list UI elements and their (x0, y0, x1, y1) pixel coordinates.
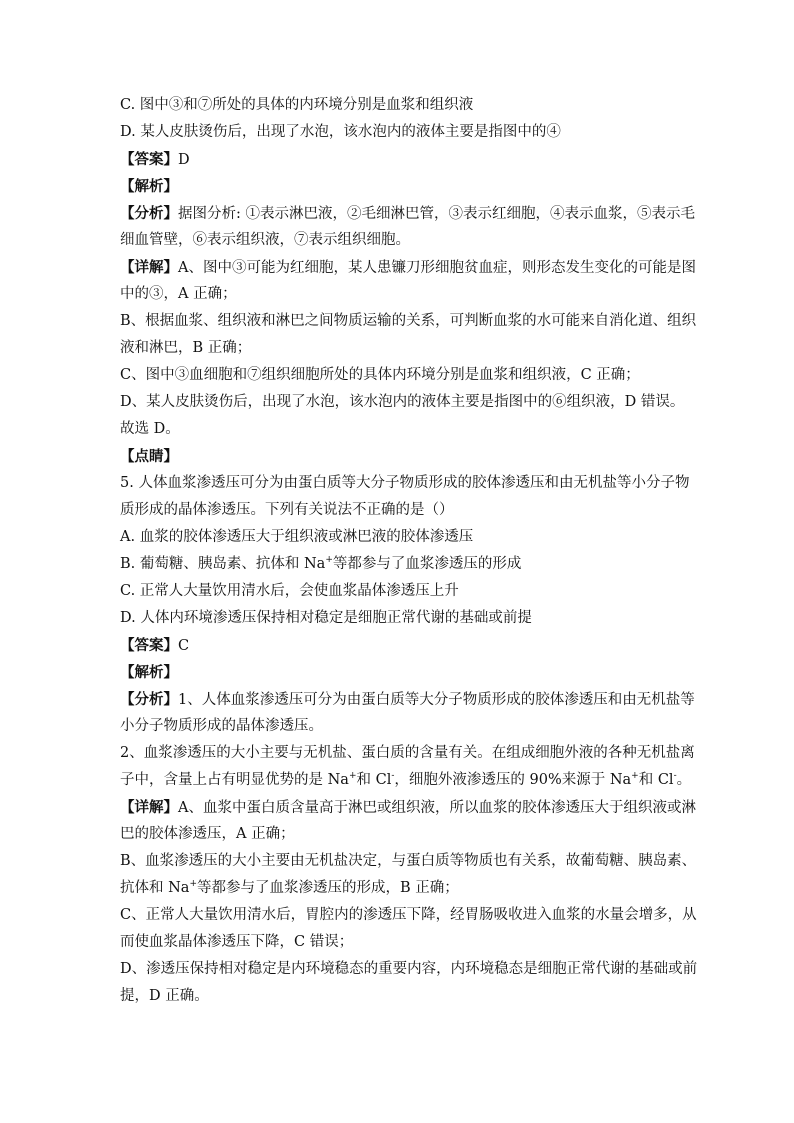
q5-fenxi-2a: 2、血浆渗透压的大小主要与无机盐、蛋白质的含量有关。在组成细胞外液的各种无机盐离 (120, 745, 695, 761)
q5-xiangjie-a2: 巴的胶体渗透压，A 正确； (120, 826, 295, 842)
q4-xiangjie-b2: 液和淋巴，B 正确； (120, 340, 252, 356)
answer-label: 【答案】 (120, 151, 178, 168)
q4-answer (120, 146, 680, 173)
superscript: + (348, 771, 357, 782)
q5-xiangjie-d1: D、渗透压保持相对稳定是内环境稳态的重要内容，内环境稳态是细胞正常代谢的基础或前 (120, 961, 698, 977)
answer-label: 【答案】 (120, 637, 178, 654)
q5-option-c: C. 正常人大量饮用清水后，会使血浆晶体渗透压上升 (120, 583, 459, 599)
q4-xiangjie-d: D、某人皮肤烫伤后，出现了水泡，该水泡内的液体主要是指图中的⑥组织液，D 错误。 (120, 394, 685, 410)
q4-dianjing: 【点睛】 (120, 448, 178, 465)
q5-xiangjie-d2: 提，D 正确。 (120, 988, 209, 1004)
superscript: + (325, 555, 333, 566)
text-span: 和 Cl (356, 772, 392, 788)
q5-xiangjie-c2: 而使血浆晶体渗透压下降，C 错误； (120, 934, 354, 950)
text-span: B. 葡萄糖、胰岛素、抗体和 Na (120, 556, 326, 572)
q5-jiexi-heading: 【解析】 (120, 664, 178, 681)
superscript: + (631, 771, 639, 782)
q4-xiangjie-a2: 中的③，A 正确； (120, 286, 237, 302)
q5-option-a: A. 血浆的胶体渗透压大于组织液或淋巴液的胶体渗透压 (120, 529, 474, 545)
text-span: 。 (676, 772, 692, 788)
text-span: 抗体和 Na (120, 880, 190, 896)
superscript: - (673, 771, 677, 782)
q5-stem-line1: 5. 人体血浆渗透压可分为由蛋白质等大分子物质形成的胶体渗透压和由无机盐等小分子物 (120, 475, 690, 491)
q4-jiexi-heading: 【解析】 (120, 178, 178, 195)
q5-fenxi-1a (120, 686, 695, 713)
fenxi-text: 据图分析: ①表示淋巴液，②毛细淋巴管，③表示红细胞，④表示血浆，⑤表示毛 (178, 206, 695, 222)
text-span: ，细胞外液渗透压的 90%来源于 Na (394, 772, 632, 788)
xiangjie-label: 【详解】 (120, 799, 178, 816)
q4-xiangjie-a1 (120, 254, 696, 281)
fenxi-label: 【分析】 (120, 205, 178, 222)
fenxi-text: 1、人体血浆渗透压可分为由蛋白质等大分子物质形成的胶体渗透压和由无机盐等 (178, 692, 695, 708)
q5-xiangjie-c1: C、正常人大量饮用清水后，胃腔内的渗透压下降，经胃肠吸收进入血浆的水量会增多，从 (120, 907, 697, 923)
answer-value: C (178, 638, 190, 654)
q5-fenxi-2b (120, 767, 692, 794)
q4-fenxi-line2: 细血管壁，⑥表示组织液，⑦表示组织细胞。 (120, 232, 410, 248)
q5-option-b (120, 551, 680, 578)
superscript: + (189, 879, 197, 890)
q5-xiangjie-b1: B、血浆渗透压的大小主要由无机盐决定，与蛋白质等物质也有关系，故葡萄糖、胰岛素、 (120, 853, 697, 869)
q5-stem-line2: 质形成的晶体渗透压。下列有关说法不正确的是（） (120, 502, 454, 518)
q4-xiangjie-c: C、图中③血细胞和⑦组织细胞所处的具体内环境分别是血浆和组织液，C 正确； (120, 367, 640, 383)
q4-fenxi-line1 (120, 200, 695, 227)
text-span: 等都参与了血浆渗透压的形成，B 正确； (197, 880, 459, 896)
q4-option-d: D. 某人皮肤烫伤后，出现了水泡，该水泡内的液体主要是指图中的④ (120, 124, 561, 140)
q5-answer (120, 632, 680, 659)
superscript: - (391, 771, 395, 782)
text-span: 和 Cl (638, 772, 674, 788)
q4-option-c: C. 图中③和⑦所处的具体的内环境分别是血浆和组织液 (120, 97, 474, 113)
xiangjie-label: 【详解】 (120, 259, 178, 276)
q5-option-d: D. 人体内环境渗透压保持相对稳定是细胞正常代谢的基础或前提 (120, 610, 532, 626)
text-span: 子中，含量上占有明显优势的是 Na (120, 772, 349, 788)
document-body (120, 92, 698, 1010)
text-span: 等都参与了血浆渗透压的形成 (332, 556, 522, 572)
xiangjie-text: A、血浆中蛋白质含量高于淋巴或组织液，所以血浆的胶体渗透压大于组织液或淋 (178, 800, 696, 816)
xiangjie-text: A、图中③可能为红细胞，某人患镰刀形细胞贫血症，则形态发生变化的可能是图 (178, 260, 696, 276)
q4-xiangjie-b1: B、根据血浆、组织液和淋巴之间物质运输的关系，可判断血浆的水可能来自消化道、组织 (120, 313, 697, 329)
q5-fenxi-1b: 小分子物质形成的晶体渗透压。 (120, 718, 323, 734)
answer-value: D (178, 152, 190, 168)
q5-xiangjie-b2 (120, 875, 680, 902)
fenxi-label: 【分析】 (120, 691, 178, 708)
q5-xiangjie-a1 (120, 794, 696, 821)
q4-guxuan: 故选 D。 (120, 421, 180, 437)
